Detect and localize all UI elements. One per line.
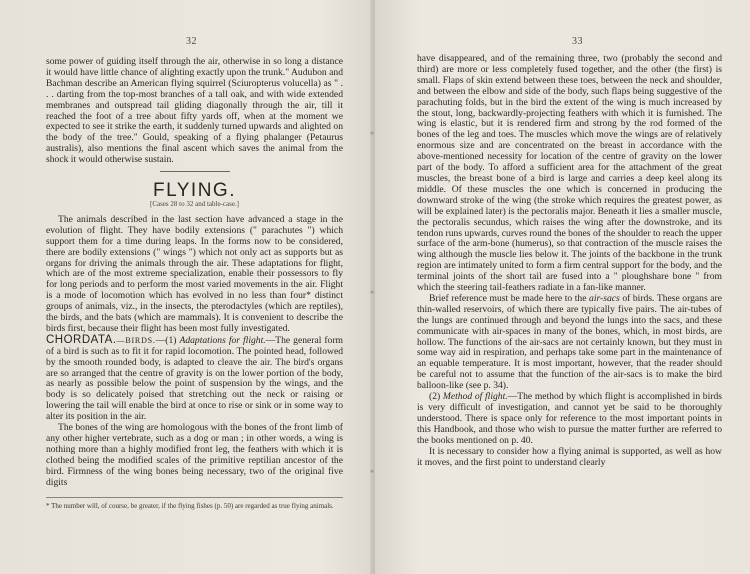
divider — [160, 171, 230, 172]
footnote: * The number will, of course, be greater, if the flying fishes (p. 50) are regarded as true flying animals. — [46, 502, 334, 510]
text-column — [417, 54, 722, 468]
topic-title: Method of flight. — [442, 391, 508, 403]
page-number: 33 — [572, 36, 583, 47]
paragraph: The bones of the wing are homologous with the bones of the front limb of any other higher vertebrate, such as a dog or man ; in other words, a wing is nothing more than a highly modified front leg, the feathers with which it is clothed being the modified scales of the primitive reptilian ancestor of the bird. Firmness of the wing bones being necessary, two of the original five digits — [46, 422, 343, 488]
right-page — [375, 0, 750, 574]
paragraph: have disappeared, and of the remaining three, two (probably the second and third) are more or less completely fused together, and the other (the first) is small. Flaps of skin extend between these toes, between the neck and shoulder, and between the elbow and side of the body, such flaps being suggestive of the parachuting folds, but in the bird the extent of the wing is much increased by the stout, long, backwardly-projecting feathers with which it is furnished. The wing is elastic, but it is rendered firm and strong by the rod formed of the bones of the leg and toes. The muscles which move the wings are of relatively enormous size and are concentrated on the breast in accordance with the above-mentioned necessity for location of the centre of gravity on the lower part of the body. To afford a sufficient area for the attachment of the great muscles, the breast bone of a bird is large and carries a deep keel along its middle. Of these muscles the one which is concerned in producing the downward stroke of the wing (the stroke which requires the greatest power, as will be explained later) is the pectoralis major. Beneath it lies a smaller muscle, the pectoralis secundus, which raises the wing after the downstroke, and its tendon runs upwards, curves round the bones of the shoulder to reach the upper surface of the arm-bone (humerus), so that contraction of the muscle raises the wing although the muscle lies below it. The joints of the backbone in the trunk region are intimately united to form a firm central support for the body, and the terminal joints of the short tail are fused into a " ploughshare bone " from which the steering tail-feathers radiate in a fan-like manner. — [417, 53, 722, 294]
left-page — [0, 0, 373, 574]
paragraph: some power of guiding itself through the air, otherwise in so long a distance it would have little chance of alighting exactly upon the trunk." Audubon and Bachman describe an American flying squirrel (Sciuropterus volucella) as " . . . darting from the top-most branches of a tall oak, and with wide extended membranes and outspread tail gliding diagonally through the air, till it reached the foot of a tree about fifty yards off, when at the moment we expected to see it strike the earth, it suddenly turned upwards and alighted on the body of the tree." Gould, speaking of a flying phalanger (Petaurus australis), also mentions the final ascent which saves the animal from the shock it would otherwise sustain. — [46, 56, 343, 166]
binding-stitch-mark: ⁎ — [370, 287, 374, 296]
subgroup-heading: —BIRDS. — [116, 335, 156, 345]
group-heading: CHORDATA. — [46, 333, 117, 346]
topic-title: Adaptations for flight. — [179, 334, 266, 346]
footnote-rule — [46, 497, 343, 498]
binding-stitch-mark: ⁎ — [370, 128, 374, 137]
term: air-sacs — [589, 292, 620, 304]
binding-stitch-mark: ⁎ — [370, 466, 374, 475]
paragraph: Brief reference must be made here to the air-sacs of birds. These organs are thin-walled reservoirs, of which there are typically five pairs. The air-tubes of the lungs are continued through and beyond the lungs into the sacs, and these communicate with air-spaces in many of the bones, which, in most birds, are hollow. The functions of the air-sacs are not certainly known, but they must in some way aid in respiration, and perhaps take some part in the maintenance of an equable temperature. It is most important, however, that the reader should be careful not to assume that the function of the air-sacs is to make the bird balloon-like (see p. 34). — [417, 292, 722, 392]
section-heading: FLYING. — [153, 180, 236, 202]
paragraph: The animals described in the last section have advanced a stage in the evolution of flight. They have bodily extensions (" parachutes ") which support them for a time during leaps. In the forms now to be considered, there are bodily extensions (" wings ") which not only act as supports but as organs for driving the animals through the air. These adaptations for flight, which are of the most extreme specialization, enable their possessors to fly for long periods and to perform the most varied movements in the air. Flight is a mode of locomotion which has evolved in no less than four* distinct groups of animals, viz., in the insects, the pterodactyles (which are reptiles), the birds, and the bats (which are mammals). It is convenient to describe the birds first, because their flight has been most fully investigated. — [46, 213, 343, 334]
paragraph: It is necessary to consider how a flying animal is supported, as well as how it moves, and the first point to understand clearly — [417, 445, 722, 468]
page-number: 32 — [186, 36, 197, 47]
text-column — [46, 57, 343, 489]
section-subheading: [Cases 28 to 32 and table-case.] — [149, 199, 240, 208]
paragraph: (2) Method of flight.—The method by which flight is accomplished in birds is very difficult of investigation, and cannot yet be said to be thoroughly understood. There is space only for reference to the most important points in this Handbook, and those who wish to pursue the matter further are referred to the books mentioned on p. 40. — [417, 391, 722, 446]
paragraph: CHORDATA.—BIRDS.—(1) Adaptations for flight.—The general form of a bird is such as to fit it for rapid locomotion. The pointed head, followed by the smooth rounded body, is adapted to cleave the air. The bird's organs are so arranged that the centre of gravity is on the lower portion of the body, as nearly as possible below the point of suspension by the wings, and the body is so delicately poised that stretching out the neck or raising or lowering the tail will enable the bird at once to rise or sink or in some way to alter its position in the air. — [46, 333, 343, 423]
